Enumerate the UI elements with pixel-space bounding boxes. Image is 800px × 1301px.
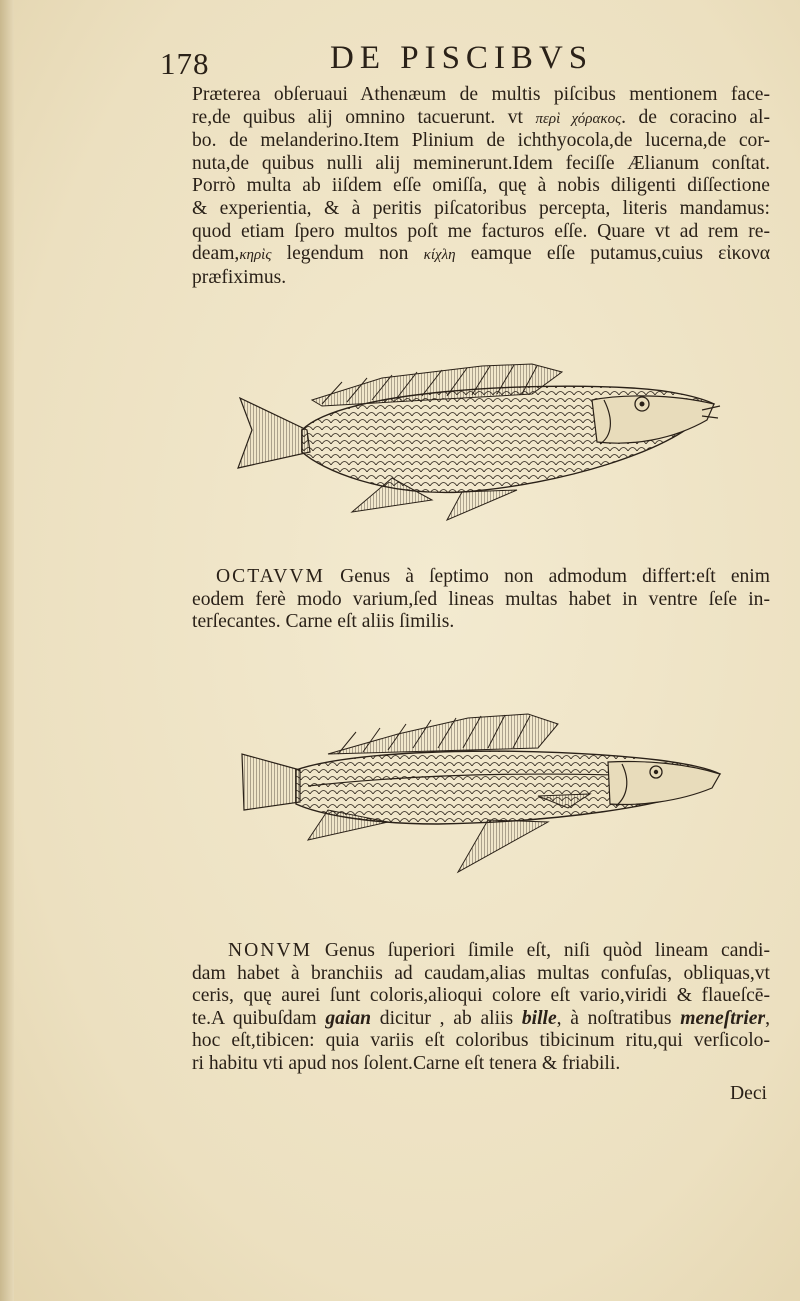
text-line: Porrò multa ab iiſdem eſſe omiſſa, quę à nobis diligenti diſſectione xyxy=(192,175,770,197)
fish-woodcut-illustration-2 xyxy=(238,710,724,876)
text-line: hoc eſt,tibicen: quia variis eſt coloribus tibicinum ritu,qui verſicolo- xyxy=(192,1030,770,1052)
italic-term-menestrier: meneſtrier xyxy=(680,1007,766,1029)
running-head: DE PISCIBVS xyxy=(330,40,594,76)
greek-term: κηρὶς xyxy=(239,247,272,264)
text-line: quod etiam ſpero multos poſt me facturos eſſe. Quare vt ad rem re- xyxy=(192,220,770,242)
greek-term: περὶ χόρακος xyxy=(535,110,622,127)
section-heading-nonum: NONVM xyxy=(228,940,313,961)
text-line: OCTAVVM Genus à ſeptimo non admodum differt:eſt enim xyxy=(216,566,770,587)
text-line: terſecantes. Carne eſt aliis ſimilis. xyxy=(192,611,455,633)
italic-term-gaian: gaian xyxy=(325,1007,372,1029)
text-line: NONVM Genus ſuperiori ſimile eſt, niſi quòd lineam candi- xyxy=(228,940,770,961)
text-line: nuta,de quibus nulli alij meminerunt.Idem feciſſe Ælianum conſtat. xyxy=(192,152,770,174)
paragraph-octavum xyxy=(192,566,770,634)
text-line: dam habet à branchiis ad caudam,alias multas confuſas, obliquas,vt xyxy=(192,962,770,984)
text-line: Præterea obſeruaui Athenæum de multis piſcibus mentionem face- xyxy=(192,84,770,105)
text-line: & experientia, & à peritis piſcatoribus percepta, literis mandamus: xyxy=(192,197,770,219)
text-line: ceris, quę aurei ſunt coloris,alioqui colore eſt vario,viridi & flaueſcē- xyxy=(192,985,770,1007)
catchword: Deci xyxy=(730,1083,767,1104)
text-line: ri habitu vti apud nos ſolent.Carne eſt tenera & friabili. xyxy=(192,1052,621,1074)
text-line: bo. de melanderino.Item Plinium de ichthyocola,de lucerna,de cor- xyxy=(192,130,770,152)
text-line: deam,κηρὶς legendum non κίχλη eamque eſſe putamus,cuius εἰκονα xyxy=(192,243,770,265)
paragraph-intro xyxy=(192,84,770,289)
text-line: re,de quibus alij omnino tacuerunt. vt περὶ χόρακος. de coracino al- xyxy=(192,106,770,128)
section-heading-octavum: OCTAVVM xyxy=(216,566,325,587)
page-header xyxy=(0,36,800,81)
text-line: præfiximus. xyxy=(192,266,287,288)
text-line: te.A quibuſdam gaian dicitur , ab aliis bille, à noſtratibus meneſtrier, xyxy=(192,1007,770,1029)
page-gutter xyxy=(0,0,14,1301)
fish-woodcut-illustration-1 xyxy=(232,360,722,522)
paragraph-nonum xyxy=(192,940,770,1076)
greek-term: κίχλη xyxy=(423,247,456,264)
text-line: eodem ferè modo varium,ſed lineas multas habet in ventre ſeſe in- xyxy=(192,588,770,610)
page-number: 178 xyxy=(160,46,210,81)
italic-term-bille: bille xyxy=(521,1007,557,1029)
